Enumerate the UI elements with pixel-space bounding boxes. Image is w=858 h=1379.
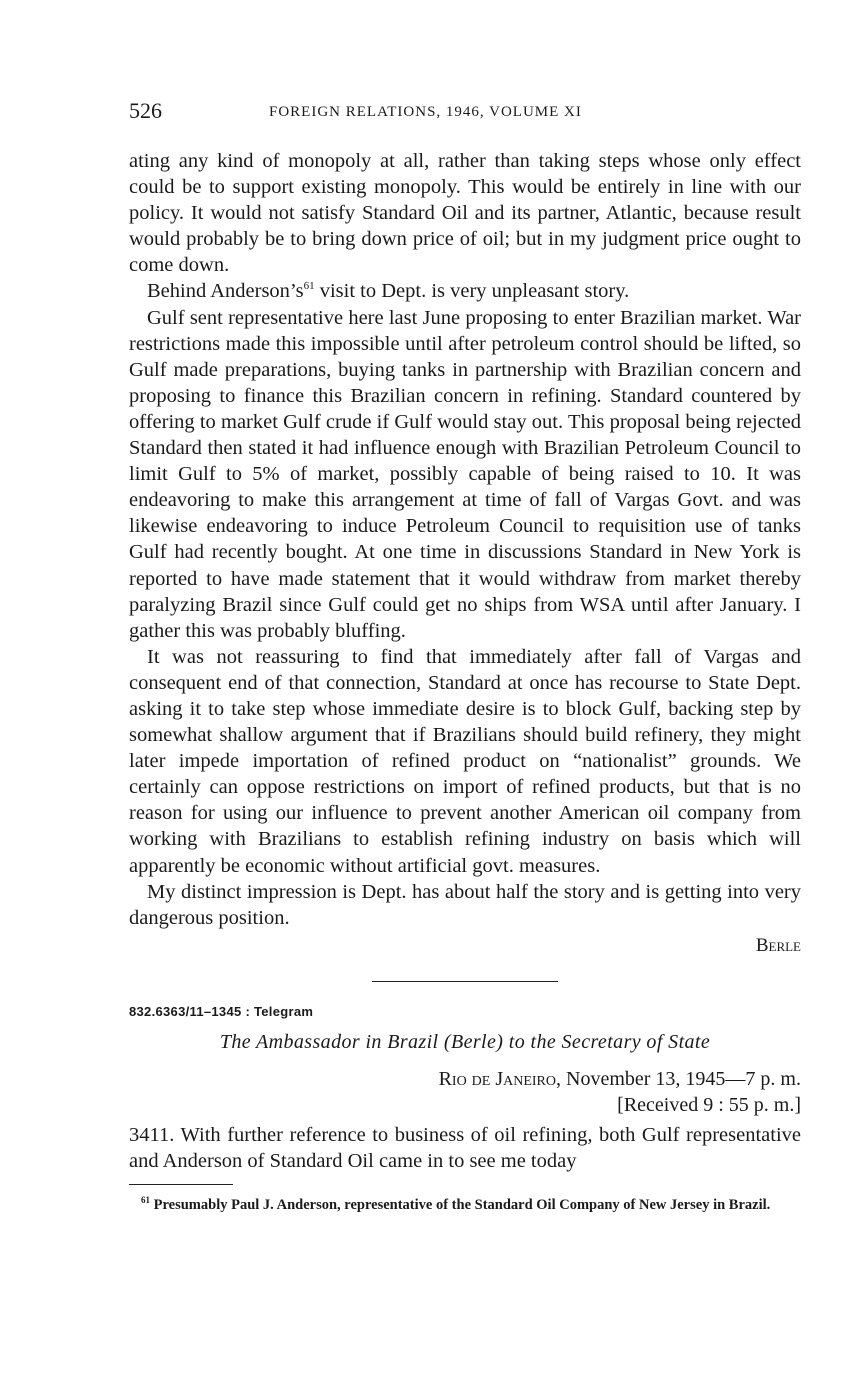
dateline — [129, 1066, 801, 1092]
file-reference: 832.6363/11–1345 : Telegram — [129, 1003, 314, 1019]
paragraph-anderson — [129, 278, 801, 304]
section-divider — [372, 981, 558, 982]
paragraph-reassuring: It was not reassuring to find that immediately after fall of Vargas and consequent end of that connection, Standard at once has recourse to State Dept. asking it to take step whose immediate desire is to block Gulf, backing step by somewhat shallow argument that if Brazilians should build refinery, they might later impede importation of refined product on “nationalist” grounds. We certainly can oppose restrictions on import of refined products, but that is no reason for using our influence to prevent another American oil company from working with Brazilians to establish refining industry on basis which will apparently be economic without artificial govt. measures. — [129, 645, 801, 877]
telegram-paragraph: 3411. With further reference to business of oil refining, both Gulf representative and Anderson of Standard Oil came in to see me today — [129, 1123, 801, 1172]
paragraph-anderson-text-a: Behind Anderson’s — [147, 280, 304, 303]
paragraph-continued: ating any kind of monopoly at all, rather than taking steps whose only effect could be to support existing monopoly. This would be entirely in line with our policy. It would not satisfy Standard Oil and its partner, Atlantic, because result would probably be to bring down price of oil; but in my judgment price ought to come down. — [129, 150, 801, 277]
footnote-reference: 61 — [303, 280, 315, 293]
page-header — [129, 98, 801, 128]
document-title: The Ambassador in Brazil (Berle) to the Secretary of State — [219, 1030, 711, 1053]
footnote-text: Presumably Paul J. Anderson, representative of the Standard Oil Company of New Jersey in Brazil. — [153, 1196, 771, 1213]
paragraph-impression: My distinct impression is Dept. has about half the story and is getting into very dangerous position. — [129, 880, 801, 929]
paragraph-gulf: Gulf sent representative here last June proposing to enter Brazilian market. War restrictions made this impossible until after petroleum control should be lifted, so Gulf made preparations, buying tanks in partnership with Brazilian concern and proposing to finance this Brazilian concern in refining. Standard countered by offering to market Gulf crude if Gulf would stay out. This proposal being rejected Standard then stated it had influence enough with Brazilian Petroleum Council to limit Gulf to 5% of market, possibly capable of being raised to 10. It was endeavoring to make this arrangement at time of fall of Vargas Govt. and was likewise endeavoring to induce Petroleum Council to requisition use of tanks Gulf had recently bought. At one time in discussions Standard in New York is reported to have made statement that it would withdraw from market thereby paralyzing Brazil since Gulf could get no ships from WSA until after January. I gather this was probably bluffing. — [129, 306, 801, 642]
signature: Berle — [755, 934, 801, 956]
footnote-number: 61 — [141, 1195, 150, 1206]
dateline-place: Rio de Janeiro, — [438, 1067, 562, 1090]
page-number: 526 — [129, 98, 162, 123]
dateline-date: November 13, 1945—7 p. m. — [566, 1067, 801, 1090]
running-title: FOREIGN RELATIONS, 1946, VOLUME XI — [269, 104, 582, 120]
footnote-divider — [129, 1184, 233, 1185]
footnote — [129, 1191, 801, 1214]
document-page — [129, 98, 801, 1214]
paragraph-anderson-text-b: visit to Dept. is very unpleasant story. — [319, 280, 630, 303]
received-note: [Received 9 : 55 p. m.] — [617, 1093, 801, 1116]
main-text — [129, 148, 801, 959]
